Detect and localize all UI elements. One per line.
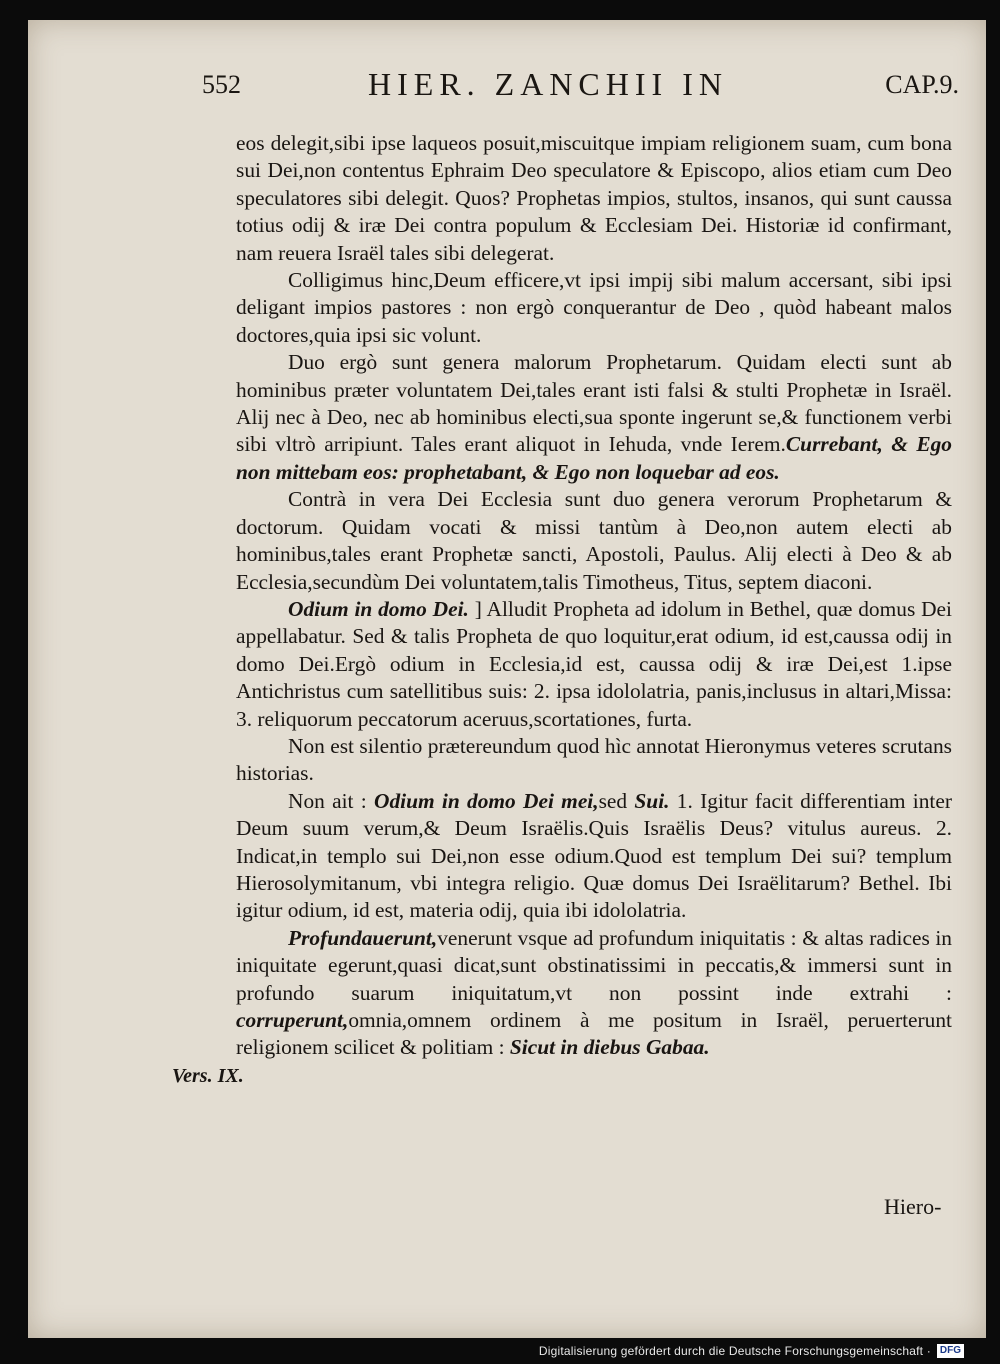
- paragraph-text: Non est silentio prætereundum quod hìc annotat Hieronymus veteres scrutans historias.: [236, 733, 952, 786]
- main-text: [236, 130, 952, 1062]
- catchword: Hiero-: [884, 1194, 942, 1219]
- paragraph-text: omnia,omnem ordinem à me positum in Israël, peruerterunt religionem scilicet & politiam :: [236, 1008, 952, 1060]
- paragraph-text: Contrà in vera Dei Ecclesia sunt duo genera verorum Prophetarum & doctorum. Quidam vocati & missi tantùm à Deo,non autem electi ab hominibus,tales erant Prophetæ sancti, Apostoli, Paulus. Alij electi à Deo & ab Ecclesia,secundùm Dei voluntatem,talis Timotheus, Titus, septem diaconi.: [236, 487, 952, 594]
- paragraph: [236, 733, 952, 788]
- page-number: 552: [202, 70, 241, 99]
- paragraph-text: Non ait :: [288, 788, 367, 813]
- lemma: Profundauerunt,: [288, 925, 438, 950]
- scripture-quote: Currebant, & Ego non mittebam eos: prophetabant, & Ego non loquebar ad eos.: [236, 432, 952, 484]
- lemma: corruperunt,: [236, 1008, 349, 1032]
- footer: [539, 1343, 964, 1359]
- paragraph: [236, 596, 952, 733]
- paragraph: [236, 925, 952, 1062]
- paragraph: [236, 130, 952, 267]
- paragraph-text: sed: [598, 788, 628, 813]
- lemma: Odium in domo Dei mei,: [374, 788, 599, 813]
- paragraph-text: eos delegit,sibi ipse laqueos posuit,miscuitque impiam religionem suam, cum bona sui Dei,non contentus Ephraim Deo speculatore & Episcopo, alios etiam cum Deo speculatores sibi delegit. Quos? Prophetas impios, stultos, insanos, qui sunt caussa totius odij & iræ Dei contra populum & Ecclesiam Dei. Historiæ id confirmant, nam reuera Israël tales sibi delegerat.: [236, 131, 952, 265]
- paragraph-text: venerunt vsque ad profundum iniquitatis : & altas radices in iniquitate egerunt,quasi dicat,sunt obstinatissimi in peccatis,& immersi sunt in profundo suarum iniquitatum,vt non possint inde extrahi :: [236, 925, 952, 1005]
- paragraph-text: Colligimus hinc,Deum efficere,vt ipsi impij sibi malum accersant, sibi ipsi deligant impios pastores : non ergò conquerantur de Deo , quòd habeant malos doctores,quia ipsi sic volunt.: [236, 268, 952, 347]
- margin-note: Vers. IX.: [172, 1065, 244, 1087]
- footer-credit: Digitalisierung gefördert durch die Deutsche Forschungsgemeinschaft ·: [538, 1344, 931, 1358]
- running-title: HIER. ZANCHII IN: [368, 66, 728, 102]
- scripture-quote: Sicut in diebus Gabaa.: [509, 1035, 710, 1060]
- chapter-label: CAP.9.: [885, 70, 959, 99]
- paragraph-text: Duo ergò sunt genera malorum Prophetarum. Quidam electi sunt ab hominibus præter voluntatem Dei,tales erant isti falsi & stulti Prophetæ in Israël. Alij nec à Deo, nec ab hominibus electi,sua sponte ingerunt se,& functionem verbi sibi vltrò arripiunt. Tales erant aliquot in Iehuda, vnde Ierem.: [236, 350, 952, 457]
- lemma: Odium in domo Dei.: [288, 596, 469, 621]
- paragraph: [236, 486, 952, 596]
- paragraph: [236, 349, 952, 486]
- paragraph-text: ] Alludit Propheta ad idolum in Bethel, quæ domus Dei appellabatur. Sed & talis Propheta de quo loquitur,erat odium, id est,caussa odij in domo Dei.Ergò odium in Ecclesia,id est, caussa odij & iræ Dei,est 1.ipse Antichristus cum satellitibus suis: 2. ipsa idololatria, panis,inclusus in altari,Missa: 3. reliquorum peccatorum aceruus,scortationes, furta.: [236, 596, 952, 731]
- paragraph: [236, 788, 952, 925]
- running-head: [202, 66, 959, 116]
- paragraph-text: 1. Igitur facit differentiam inter Deum suum verum,& Deum Israëlis.Quis Israëlis Deus? vitulus aureus. 2. Indicat,in templo sui Dei,non esse odium.Quod est templum Dei sui? templum Hierosolymitanum, vbi integra religio. Quæ domus Dei Israëlitarum? Bethel. Ibi igitur odium, id est, materia odij, quia ibi idololatria.: [236, 788, 952, 923]
- lemma: Sui.: [634, 788, 670, 813]
- dfg-logo-icon: DFG: [937, 1344, 964, 1358]
- paragraph: [236, 267, 952, 349]
